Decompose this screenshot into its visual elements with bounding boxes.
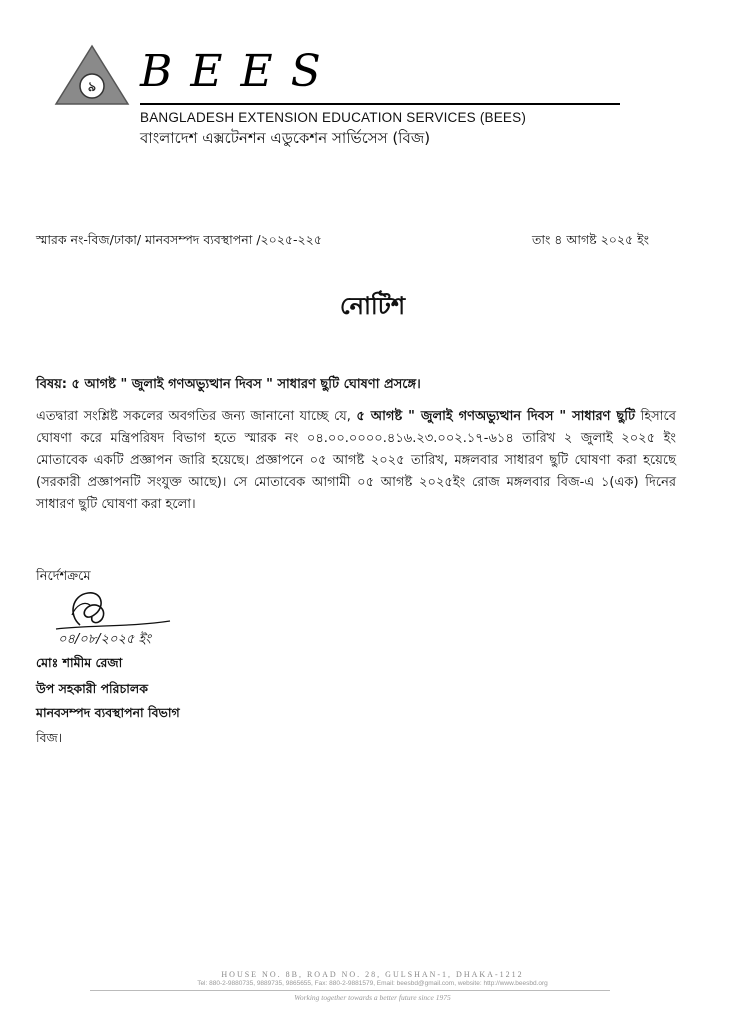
issue-date: তাং ৪ আগষ্ট ২০২৫ ইং — [531, 232, 649, 247]
logo-glyph: ৯ — [87, 80, 97, 95]
body-text-bold: ৫ আগষ্ট " জুলাই গণঅভ্যুত্থান দিবস " সাধারণ ছুটি — [356, 409, 636, 424]
signatory-department: মানবসম্পদ ব্যবস্থাপনা বিভাগ — [36, 705, 180, 720]
handwritten-date: ০৪/০৮/২০২৫ ইং — [58, 632, 151, 647]
signatory-organization: বিজ। — [36, 730, 63, 745]
footer-tagline: Working together towards a better future since 1975 — [294, 993, 451, 1002]
brand-name: BEES — [140, 46, 339, 97]
body-text-part1: এতদ্বারা সংশ্লিষ্ট সকলের অবগতির জন্য জানানো যাচ্ছে যে, — [36, 409, 357, 424]
notice-body — [36, 406, 676, 516]
handwritten-signature — [50, 585, 190, 647]
org-name-english: BANGLADESH EXTENSION EDUCATION SERVICES (BEES) — [140, 110, 527, 125]
org-name-bangla: বাংলাদেশ এক্সটেনশন এডুকেশন সার্ভিসেস (বিজ) — [140, 129, 431, 147]
footer-contact: Tel: 880-2-9880735, 9889735, 9865655, Fax: 880-2-9881579, Email: beesbd@gmail.com, website: http://www.beesbd.org — [197, 980, 548, 987]
body-text-part2: হিসাবে ঘোষণা করে মন্ত্রিপরিষদ বিভাগ হতে স্মারক নং ০৪.০০.০০০০.৪১৬.২৩.০০২.১৭-৬১৪ তারিখ ২ জুলাই ২০২৫ ইং মোতাবেক একটি প্রজ্ঞাপন জারি হয়েছে। প্রজ্ঞাপনে ০৫ আগষ্ট ২০২৫ তারিখ, মঙ্গলবার সাধারণ ছুটি ঘোষণা করা হয়েছে (সরকারী প্রজ্ঞাপনটি সংযুক্ত আছে)। সে মোতাবেক আগামী ০৫ আগষ্ট ২০২৫ইং রোজ মঙ্গলবার বিজ-এ ১(এক) দিনের সাধারণ ছুটি ঘোষণা করা হলো। — [36, 409, 677, 512]
signature-intro: নির্দেশক্রমে — [36, 569, 91, 584]
signatory-name: মোঃ শামীম রেজা — [36, 655, 123, 670]
bees-logo-icon — [54, 44, 130, 106]
subject-line: বিষয়: ৫ আগষ্ট " জুলাই গণঅভ্যুত্থান দিবস " সাধারণ ছুটি ঘোষণা প্রসঙ্গে। — [36, 377, 421, 392]
footer-divider — [90, 990, 610, 991]
signatory-designation: উপ সহকারী পরিচালক — [36, 681, 148, 696]
footer-address: HOUSE NO. 8B, ROAD NO. 28, GULSHAN-1, DHAKA-1212 — [221, 970, 524, 979]
reference-number: স্মারক নং-বিজ/ঢাকা/ মানবসম্পদ ব্যবস্থাপনা /২০২৫-২২৫ — [36, 232, 322, 247]
notice-title: নোটিশ — [339, 292, 406, 320]
header-divider — [140, 103, 620, 105]
